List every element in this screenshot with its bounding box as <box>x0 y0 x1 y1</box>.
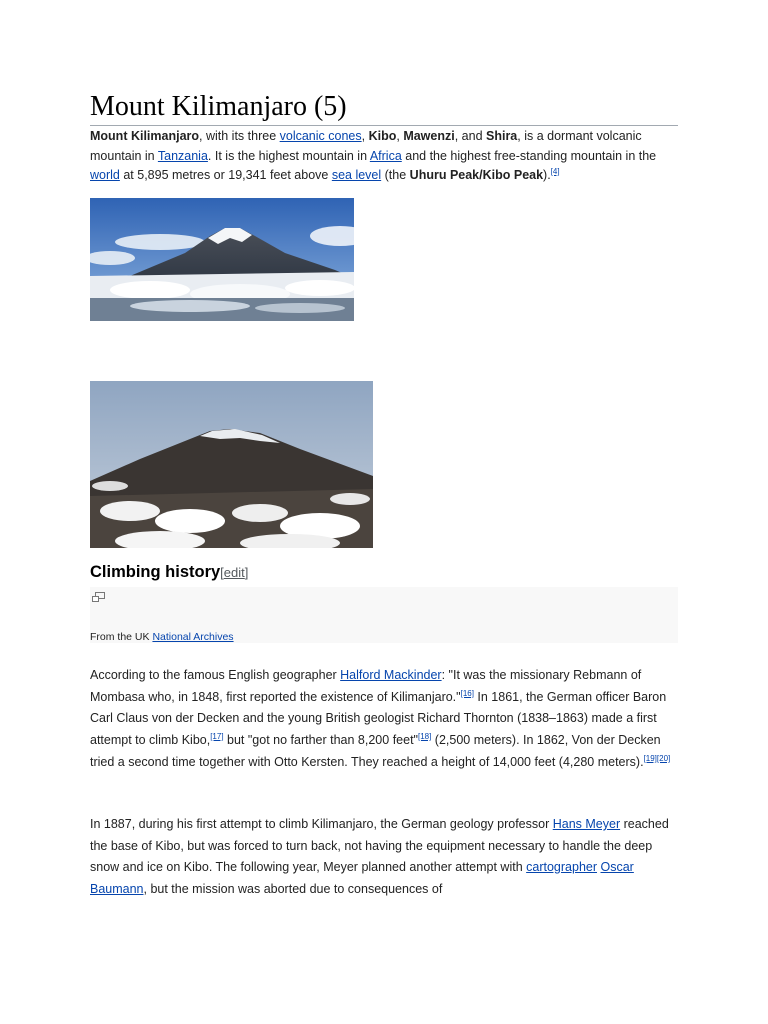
link-halford-mackinder[interactable]: Halford Mackinder <box>340 668 442 682</box>
page-title: Mount Kilimanjaro (5) <box>90 90 678 126</box>
reference-17[interactable]: [17] <box>210 731 224 741</box>
edit-bracket-close: ] <box>244 565 249 580</box>
text: at 5,895 metres or 19,341 feet above <box>119 168 332 182</box>
text: , and <box>454 129 486 143</box>
text: but "got no farther than 8,200 feet" <box>223 733 418 748</box>
link-oscar-baumann[interactable]: Oscar Baumann <box>90 860 634 896</box>
text: . It is the highest mountain in <box>207 148 370 163</box>
bold-mount-kilimanjaro: Mount Kilimanjaro <box>90 129 200 143</box>
caption-text: From the UK <box>90 631 153 643</box>
media-caption-box <box>90 587 678 643</box>
link-national-archives[interactable]: National Archives <box>152 631 234 643</box>
link-hans-meyer[interactable]: Hans Meyer <box>552 817 621 831</box>
section-heading: Climbing history <box>90 563 221 581</box>
text: , is a dormant volcanic mountain in <box>90 129 642 163</box>
text: : "It was the missionary Rebmann of Mombasa who, in 1848, first reported the existence of Kilimanjaro." <box>90 668 642 704</box>
text: , but the mission was aborted due to consequences of <box>143 881 443 896</box>
text: In 1861, the German officer Baron Carl Claus von der Decken and the young British geologist Richard Thornton (1838–1863) made a first attempt to climb Kibo, <box>90 689 667 748</box>
reference-16[interactable]: [16] <box>460 688 474 698</box>
text: , with its three <box>199 129 280 143</box>
bold-shira: Shira <box>486 129 518 143</box>
edit-link[interactable]: edit <box>223 565 245 580</box>
paragraph-2 <box>90 814 678 900</box>
section-climbing-history <box>90 563 678 582</box>
bold-mawenzi: Mawenzi <box>403 129 455 143</box>
enlarge-icon[interactable] <box>92 592 105 602</box>
edit-bracket-open: [ <box>220 565 224 580</box>
reference-4[interactable]: [4] <box>550 166 560 176</box>
mountain-image-2 <box>90 381 373 548</box>
bold-kibo: Kibo <box>368 129 397 143</box>
intro-paragraph <box>90 127 678 186</box>
paragraph-1 <box>90 665 678 774</box>
reference-18[interactable]: [18] <box>417 731 432 741</box>
text: In 1887, during his first attempt to climb Kilimanjaro, the German geology professor <box>90 817 553 831</box>
media-caption <box>90 631 234 643</box>
text: , <box>361 129 369 143</box>
link-sea-level[interactable]: sea level <box>331 168 382 182</box>
mountain-image-1 <box>90 198 354 321</box>
text: According to the famous English geographer <box>90 668 341 682</box>
text: , <box>396 129 404 143</box>
bold-uhuru-peak: Uhuru Peak/Kibo Peak <box>409 168 544 182</box>
kilimanjaro-photo-1[interactable] <box>90 198 354 321</box>
text: and the highest free-standing mountain in the <box>401 148 657 163</box>
text: ). <box>543 168 551 182</box>
text: (2,500 meters). In 1862, Von der Decken tried a second time together with Otto Kersten. They reached a height of 14,000 feet (4,280 meters). <box>90 733 661 769</box>
kilimanjaro-photo-2[interactable] <box>90 381 373 548</box>
reference-19-20[interactable]: [19][20] <box>643 753 671 763</box>
text: (the <box>381 168 410 182</box>
link-africa[interactable]: Africa <box>369 148 402 163</box>
link-volcanic-cones[interactable]: volcanic cones <box>279 129 362 143</box>
link-world[interactable]: world <box>90 168 120 182</box>
text: reached the base of Kibo, but was forced to turn back, not having the equipment necessary to handle the deep snow and ice on Kibo. The following year, Meyer planned another attempt with <box>90 817 669 874</box>
link-tanzania[interactable]: Tanzania <box>157 148 208 163</box>
link-cartographer[interactable]: cartographer <box>526 860 598 874</box>
